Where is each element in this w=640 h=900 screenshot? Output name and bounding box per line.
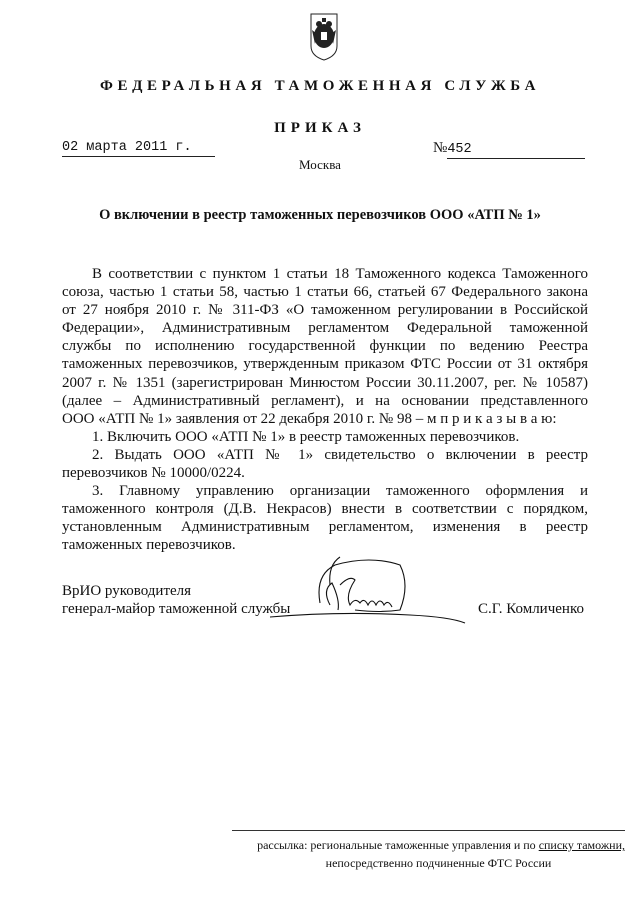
signer-role: ВрИО руководителя	[62, 583, 192, 599]
number-value: 452	[447, 142, 585, 159]
order-subject: О включении в реестр таможенных перевозчиков ООО «АТП № 1»	[99, 207, 541, 223]
signer-name: С.Г. Комличенко	[478, 601, 584, 617]
body-line: (далее – Административный регламент), и на основании представленного	[62, 392, 588, 409]
distribution-line-2: непосредственно подчиненные ФТС России	[325, 856, 552, 870]
body-line: от 27 ноября 2010 г. № 311-ФЗ «О таможенном регулировании в Российской	[62, 302, 588, 319]
body-line: 3. Главному управлению организации таможенного оформления и	[92, 483, 588, 500]
body-line: союза, частью 1 статьи 58, частью 1 статьи 66, статьей 67 Федерального закона	[62, 284, 588, 301]
coat-of-arms-emblem	[309, 12, 339, 62]
signer-rank: генерал-майор таможенной службы	[62, 601, 291, 617]
distribution-text: рассылка: региональные таможенные управления и по	[257, 838, 539, 852]
body-line: таможенных перевозчиков.	[62, 537, 236, 554]
body-line: 1. Включить ООО «АТП № 1» в реестр таможенных перевозчиков.	[92, 428, 520, 445]
number-label: №	[433, 140, 448, 156]
agency-name: ФЕДЕРАЛЬНАЯ ТАМОЖЕННАЯ СЛУЖБА	[99, 78, 541, 94]
body-line: таможенных перевозчиков, утвержденным приказом ФТС России от 31 октября	[62, 356, 588, 373]
city: Москва	[299, 157, 341, 172]
body-line: Федерации», Административным регламентом Федеральной таможенной	[62, 320, 588, 337]
body-line: ООО «АТП № 1» заявления от 22 декабря 2010 г. № 98 – м п р и к а з ы в а ю:	[62, 410, 557, 427]
body-line: перевозчиков № 10000/0224.	[62, 465, 245, 482]
body-line: 2. Выдать ООО «АТП № 1» свидетельство о включении в реестр	[92, 446, 588, 463]
body-line: службы по исполнению государственной функции по ведению Реестра	[62, 338, 588, 355]
body-line: 2007 г. № 1351 (зарегистрирован Минюстом России 30.11.2007, рег. № 10587)	[62, 374, 588, 391]
body-line: таможенного контроля (Д.В. Некрасов) внести в соответствии с порядком,	[62, 501, 588, 518]
body-line: В соответствии с пунктом 1 статьи 18 Таможенного кодекса Таможенного	[92, 266, 588, 282]
footer-divider	[232, 830, 625, 831]
distribution-underlined: списку таможни,	[538, 838, 625, 852]
order-date: 02 марта 2011 г.	[62, 140, 215, 157]
handwritten-signature	[260, 555, 470, 635]
document-type: ПРИКАЗ	[274, 120, 366, 136]
body-line: установленным Административным регламентом, изменения в реестр	[62, 519, 588, 536]
order-body	[62, 265, 588, 555]
distribution-line-1	[232, 838, 625, 853]
